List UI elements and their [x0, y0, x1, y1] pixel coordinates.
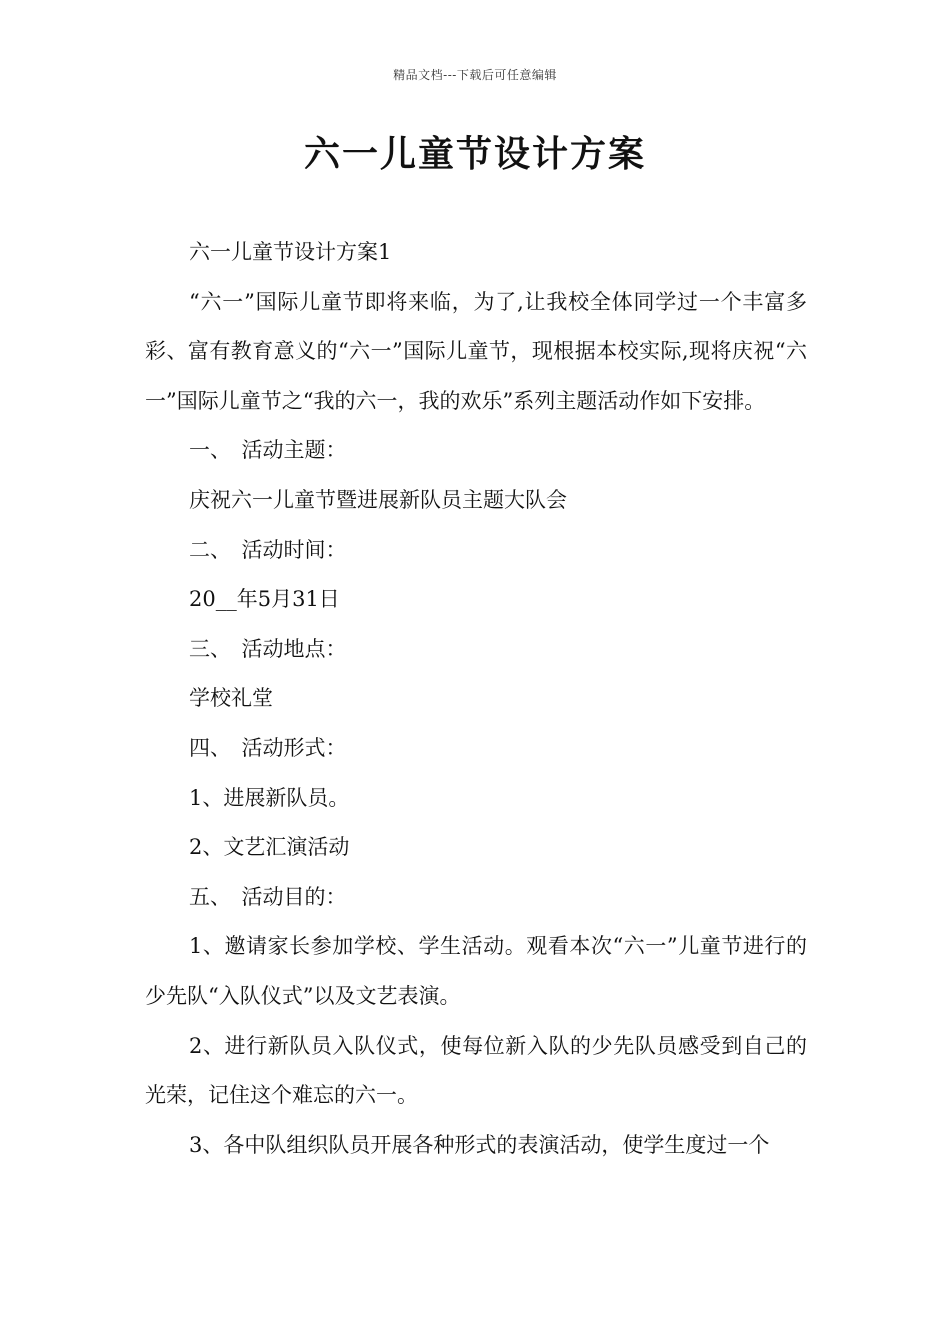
list-item-purpose-3: 3、各中队组织队员开展各种形式的表演活动，使学生度过一个: [189, 1132, 770, 1157]
section-heading-time: 二、 活动时间：: [189, 537, 347, 562]
section-heading-purpose: 五、 活动目的：: [189, 884, 347, 909]
paragraph-theme: 庆祝六一儿童节暨进展新队员主题大队会: [189, 487, 567, 512]
section-heading-format: 四、 活动形式：: [189, 735, 347, 760]
page-header-note: 精品文档---下载后可任意编辑: [393, 68, 557, 82]
list-item-purpose-1: 1、邀请家长参加学校、学生活动。观看本次“六一”儿童节进行的少先队“入队仪式”以及文艺表演。: [145, 934, 807, 1008]
paragraph-intro: “六一”国际儿童节即将来临，为了,让我校全体同学过一个丰富多彩、富有教育意义的“六一”国际儿童节，现根据本校实际,现将庆祝“六一”国际儿童节之“我的六一，我的欢乐”系列主题活动作如下安排。: [145, 289, 807, 413]
document-body: [145, 228, 807, 1170]
document-title: 六一儿童节设计方案: [303, 134, 646, 175]
list-item-format-2: 2、文艺汇演活动: [189, 835, 350, 860]
section-heading-theme: 一、 活动主题：: [189, 438, 347, 463]
list-item-format-1: 1、进展新队员。: [189, 785, 350, 810]
paragraph-time: 20__年5月31日: [189, 587, 340, 612]
paragraph-subtitle: 六一儿童节设计方案1: [189, 240, 392, 264]
section-heading-location: 三、 活动地点：: [189, 636, 347, 661]
list-item-purpose-2: 2、进行新队员入队仪式，使每位新入队的少先队员感受到自己的光荣，记住这个难忘的六一。: [145, 1033, 807, 1108]
paragraph-location: 学校礼堂: [189, 686, 273, 711]
